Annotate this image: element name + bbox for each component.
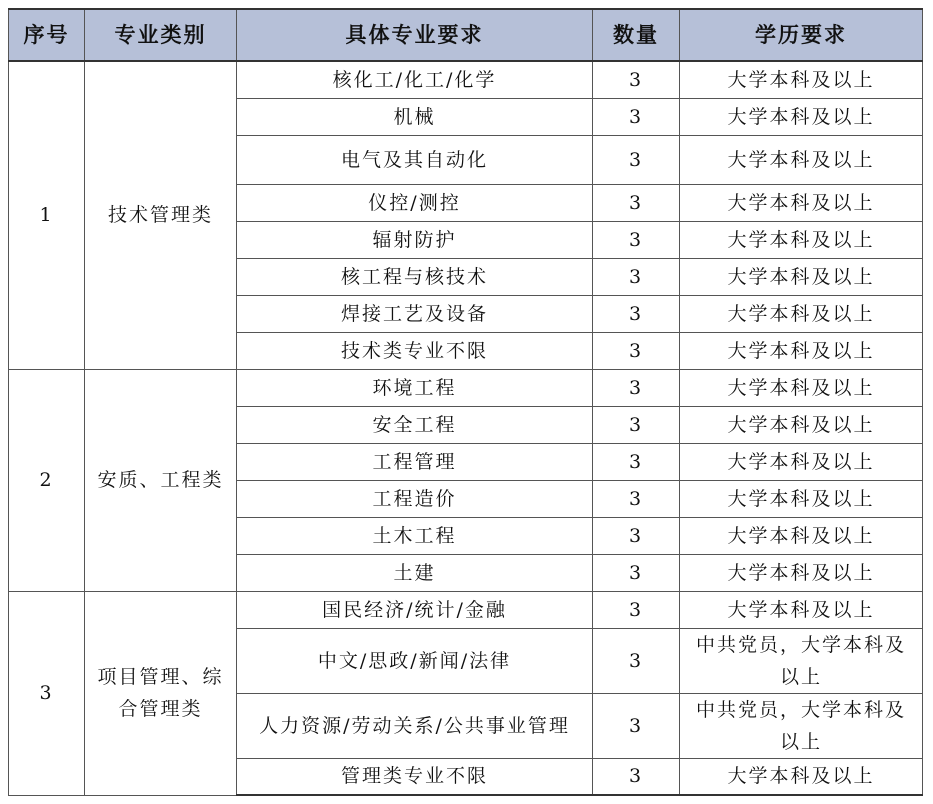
major-cell: 环境工程 — [237, 369, 593, 406]
count-cell: 3 — [593, 135, 680, 184]
header-education: 学历要求 — [680, 9, 923, 61]
group-category: 安质、工程类 — [85, 369, 237, 591]
education-cell: 大学本科及以上 — [680, 554, 923, 591]
education-cell: 大学本科及以上 — [680, 591, 923, 628]
education-cell: 大学本科及以上 — [680, 480, 923, 517]
group-number: 1 — [9, 61, 85, 369]
major-cell: 机械 — [237, 98, 593, 135]
education-cell: 大学本科及以上 — [680, 369, 923, 406]
group-category: 技术管理类 — [85, 61, 237, 369]
group-number: 2 — [9, 369, 85, 591]
count-cell: 3 — [593, 480, 680, 517]
major-cell: 核工程与核技术 — [237, 258, 593, 295]
major-cell: 辐射防护 — [237, 221, 593, 258]
major-cell: 人力资源/劳动关系/公共事业管理 — [237, 693, 593, 758]
header-category: 专业类别 — [85, 9, 237, 61]
count-cell: 3 — [593, 554, 680, 591]
table-row — [9, 369, 923, 406]
education-cell: 大学本科及以上 — [680, 135, 923, 184]
count-cell: 3 — [593, 758, 680, 795]
major-cell: 管理类专业不限 — [237, 758, 593, 795]
count-cell: 3 — [593, 693, 680, 758]
major-cell: 焊接工艺及设备 — [237, 295, 593, 332]
major-cell: 技术类专业不限 — [237, 332, 593, 369]
count-cell: 3 — [593, 258, 680, 295]
count-cell: 3 — [593, 369, 680, 406]
education-cell: 大学本科及以上 — [680, 221, 923, 258]
major-cell: 国民经济/统计/金融 — [237, 591, 593, 628]
education-cell: 大学本科及以上 — [680, 517, 923, 554]
group-category: 项目管理、综合管理类 — [85, 591, 237, 795]
major-cell: 土木工程 — [237, 517, 593, 554]
count-cell: 3 — [593, 406, 680, 443]
header-major: 具体专业要求 — [237, 9, 593, 61]
count-cell: 3 — [593, 628, 680, 693]
major-cell: 中文/思政/新闻/法律 — [237, 628, 593, 693]
education-cell: 中共党员，大学本科及以上 — [680, 693, 923, 758]
education-cell: 大学本科及以上 — [680, 406, 923, 443]
table-row — [9, 591, 923, 628]
count-cell: 3 — [593, 221, 680, 258]
count-cell: 3 — [593, 184, 680, 221]
education-cell: 大学本科及以上 — [680, 443, 923, 480]
header-count: 数量 — [593, 9, 680, 61]
education-cell: 大学本科及以上 — [680, 61, 923, 98]
major-cell: 电气及其自动化 — [237, 135, 593, 184]
count-cell: 3 — [593, 443, 680, 480]
major-cell: 安全工程 — [237, 406, 593, 443]
major-cell: 工程造价 — [237, 480, 593, 517]
education-cell: 大学本科及以上 — [680, 758, 923, 795]
count-cell: 3 — [593, 517, 680, 554]
major-cell: 仪控/测控 — [237, 184, 593, 221]
education-cell: 大学本科及以上 — [680, 258, 923, 295]
table-row — [9, 61, 923, 98]
major-cell: 土建 — [237, 554, 593, 591]
header-row — [9, 9, 923, 61]
major-cell: 工程管理 — [237, 443, 593, 480]
education-cell: 大学本科及以上 — [680, 295, 923, 332]
education-cell: 大学本科及以上 — [680, 332, 923, 369]
education-cell: 中共党员，大学本科及以上 — [680, 628, 923, 693]
count-cell: 3 — [593, 591, 680, 628]
group-number: 3 — [9, 591, 85, 795]
education-cell: 大学本科及以上 — [680, 98, 923, 135]
education-cell: 大学本科及以上 — [680, 184, 923, 221]
count-cell: 3 — [593, 61, 680, 98]
count-cell: 3 — [593, 332, 680, 369]
recruitment-table — [8, 8, 923, 796]
count-cell: 3 — [593, 295, 680, 332]
major-cell: 核化工/化工/化学 — [237, 61, 593, 98]
header-no: 序号 — [9, 9, 85, 61]
count-cell: 3 — [593, 98, 680, 135]
